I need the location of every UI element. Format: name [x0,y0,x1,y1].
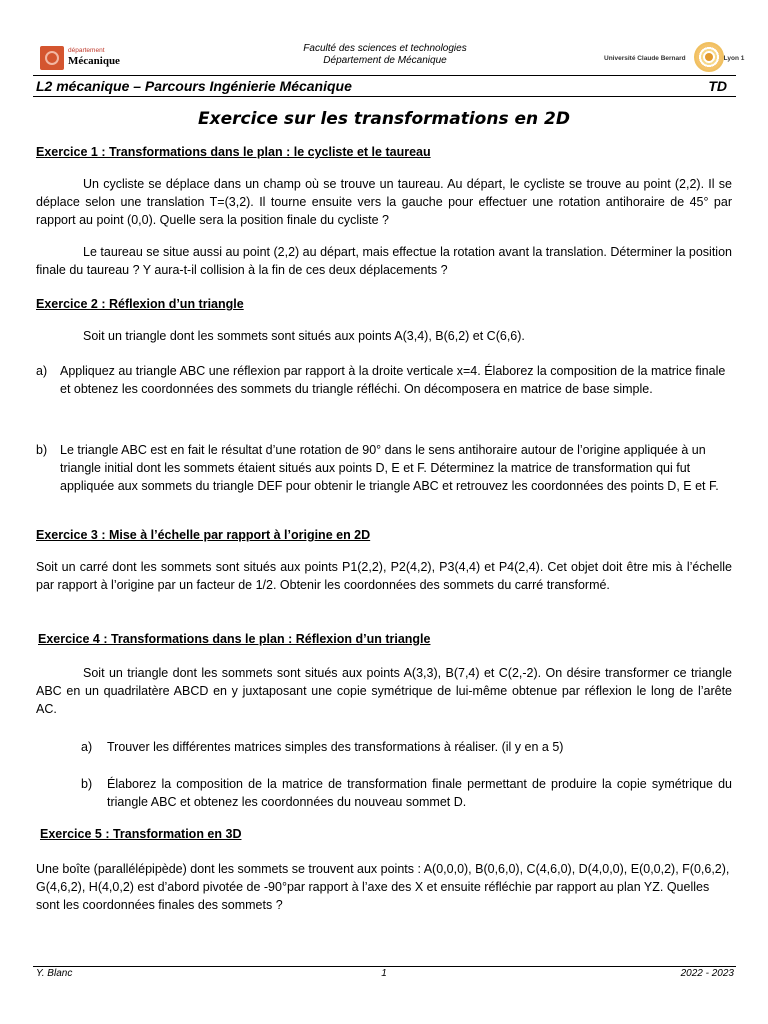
exercise-4-item-a [81,738,732,756]
page-title: Exercice sur les transformations en 2D [198,109,570,129]
footer-author: Y. Blanc [36,968,73,979]
exercise-3-heading: Exercice 3 : Mise à l’échelle par rapport à l’origine en 2D [36,528,371,542]
exercise-1-heading: Exercice 1 : Transformations dans le plan : le cycliste et le taureau [36,145,431,159]
exercise-4-item-b [81,775,732,811]
university-logo [604,42,745,76]
footer-page-number: 1 [381,968,387,979]
item-text: Élaborez la composition de la matrice de transformation finale permettant de produire la copie symétrique du triangle ABC et obtenez les coordonnées du nouveau sommet D. [107,777,732,809]
footer-rule [33,966,736,967]
item-label: a) [81,740,93,754]
exercise-2-item-b [36,441,736,513]
logo-dept-name: Mécanique [68,55,120,67]
exercise-2-heading: Exercice 2 : Réflexion d’un triangle [36,297,244,311]
header-institution [250,43,520,67]
item-text: Le triangle ABC est en fait le résultat d’une rotation de 90° dans le sens antihoraire autour de l’origine appliquée à un triangle initial dont les sommets étaient situés aux points D, E et F. Déterminez la matrice de transformation qui fut appliquée aux sommets du triangle DEF pour obtenir le triangle ABC et retrouvez les coordonnées des points D, E et F. [60,443,719,493]
faculty-name: Faculté des sciences et technologies [303,43,467,54]
exercise-5-paragraph: Une boîte (parallélépipède) dont les sommets se trouvent aux points : A(0,0,0), B(0,6,0), C(4,6,0), D(4,0,0), E(0,0,2), F(0,6,2), G(4,6,2), H(4,0,2) est d’abord pivotée de -90°par rapport à l’axe des X et ensuite réfléchie par rapport au plan YZ. Quelles sont les coordonnées finales des sommets ? [36,862,730,912]
item-label: a) [36,364,48,378]
university-name: Université Claude Bernard [604,55,686,62]
exercise-4-paragraph: Soit un triangle dont les sommets sont situés aux points A(3,3), B(7,4) et C(2,-2). On désire transformer ce triangle ABC en un quadrilatère ABCD en y juxtaposant une copie symétrique de lui-même obtenue par réflexion le long de l’arête AC. [36,666,732,716]
item-text: Trouver les différentes matrices simples des transformations à réaliser. (il y en a 5) [107,740,564,754]
exercise-4-heading: Exercice 4 : Transformations dans le plan : Réflexion d’un triangle [38,632,431,646]
item-label: b) [81,777,93,791]
exercise-2-item-a [36,362,736,418]
university-city: Lyon 1 [723,55,745,62]
item-text: Appliquez au triangle ABC une réflexion par rapport à la droite verticale x=4. Élaborez la composition de la matrice finale et obtenez les coordonnées des sommets du triangle réfléchi. On décomposera en matrice de base simple. [60,364,726,396]
header-rule-bottom [33,96,736,97]
department-logo [40,46,140,72]
department-name: Département de Mécanique [323,55,447,66]
item-label: b) [36,443,48,457]
course-name: L2 mécanique – Parcours Ingénierie Mécanique [36,78,352,94]
exercise-2-paragraph: Soit un triangle dont les sommets sont situés aux points A(3,4), B(6,2) et C(6,6). [83,329,525,343]
university-seal-icon [694,42,724,72]
logo-dept-label: département [68,47,105,54]
department-logo-icon [40,46,64,70]
document-type: TD [708,78,727,94]
header-rule-top [33,75,736,76]
exercise-1-paragraph-2: Le taureau se situe aussi au point (2,2) au départ, mais effectue la rotation avant la translation. Déterminer la position finale du taureau ? Y aura-t-il collision à la fin de ces deux déplacements ? [36,245,732,277]
exercise-1-paragraph-1: Un cycliste se déplace dans un champ où se trouve un taureau. Au départ, le cycliste se trouve au point (2,2). Il se déplace selon une translation T=(3,2). Il tourne ensuite vers la gauche pour effectuer une rotation antihoraire de 45° par rapport au point (0,0). Quelle sera la position finale du cycliste ? [36,177,732,227]
exercise-3-paragraph: Soit un carré dont les sommets sont situés aux points P1(2,2), P2(4,2), P3(4,4) et P4(2,4). Cet objet doit être mis à l’échelle par rapport à l’origine par un facteur de 1/2. Obtenir les coordonnées des sommets du carré transformé. [36,560,732,592]
exercise-5-heading: Exercice 5 : Transformation en 3D [40,827,242,841]
footer-year: 2022 - 2023 [680,968,734,979]
